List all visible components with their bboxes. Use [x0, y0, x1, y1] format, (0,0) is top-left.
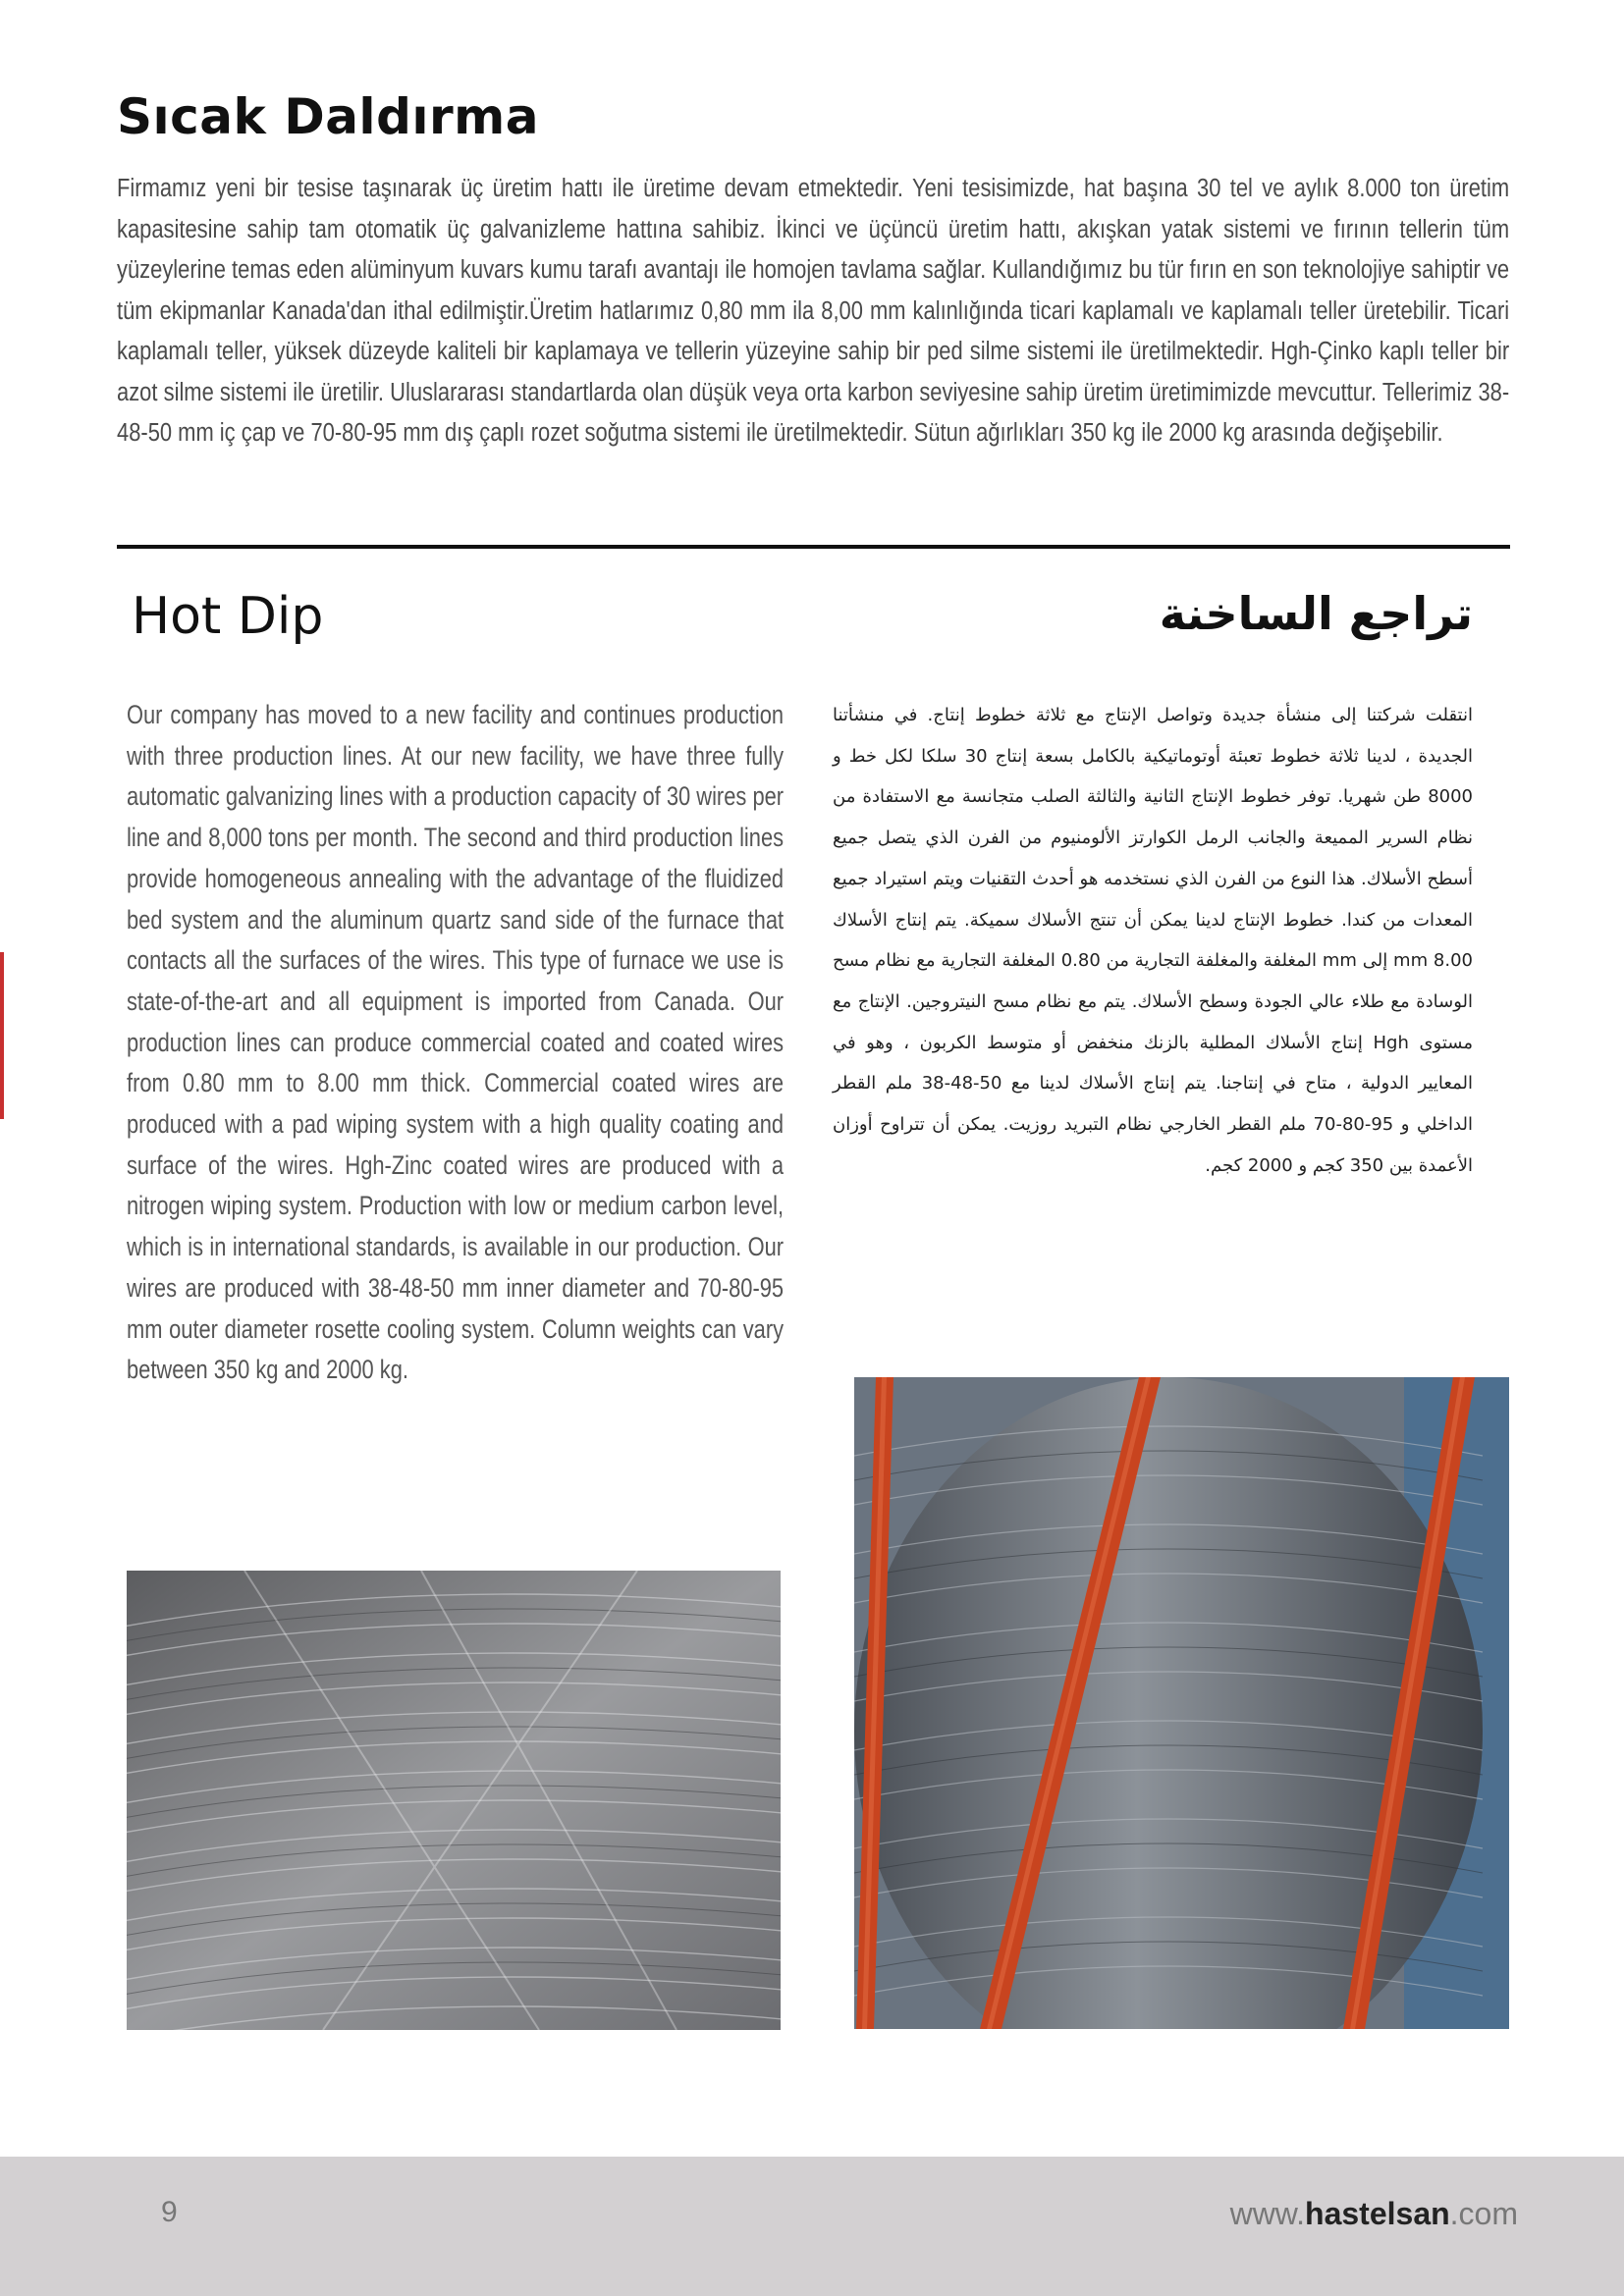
section-divider — [117, 545, 1510, 549]
page-number: 9 — [161, 2196, 178, 2228]
website-suffix: .com — [1449, 2196, 1518, 2231]
website-brand: hastelsan — [1305, 2196, 1450, 2231]
arabic-title: تراجع الساخنة — [1159, 587, 1473, 640]
arabic-body-text: انتقلت شركتنا إلى منشأة جديدة وتواصل الإنتاج مع ثلاثة خطوط إنتاج. في منشأتنا الجديدة ، لدينا ثلاثة خطوط تعبئة أوتوماتيكية بالكامل بسعة إنتاج 30 سلكا لكل خط و 8000 طن شهريا. توفر خطوط الإنتاج الثانية والثالثة الصلب متجانسة مع الاستفادة من نظام السرير المميعة والجانب الرمل الكوارتز الألومنيوم من الفرن الذي يتصل جميع أسطح الأسلاك. هذا النوع من الفرن الذي نستخدمه هو أحدث التقنيات ويتم استيراد جميع المعدات من كندا. خطوط الإنتاج لدينا يمكن أن تنتج الأسلاك سميكة. يتم إنتاج الأسلاك mm 8.00 إلى mm المغلفة والمغلفة التجارية من 0.80 المغلفة التجارية مع نظام مسح الوسادة مع طلاء عالي الجودة وسطح الأسلاك. يتم مع نظام مسح النيتروجين. الإنتاج مع مستوى Hgh إنتاج الأسلاك المطلية بالزنك منخفض أو متوسط الكربون ، وهو في المعايير الدولية ، متاح في إنتاجنا. يتم إنتاج الأسلاك لدينا مع 50-48-38 ملم القطر الداخلي و 95-80-70 ملم القطر الخارجي نظام التبريد روزيت. يمكن أن تتراوح أوزان الأعمدة بين 350 كجم و 2000 كجم. — [833, 705, 1473, 1176]
turkish-title: Sıcak Daldırma — [117, 88, 539, 145]
wire-closeup-photo — [127, 1571, 781, 2030]
english-title: Hot Dip — [132, 587, 324, 646]
turkish-body-text: Firmamız yeni bir tesise taşınarak üç üretim hattı ile üretime devam etmektedir. Yeni tesisimizde, hat başına 30 tel ve aylık 8.000 ton üretim kapasitesine sahip tam otomatik üç galvanizleme hattına sahibiz. İkinci ve üçüncü üretim hattı, akışkan yatak sistemi ve fırının tellerin tüm yüzeylerine temas eden alüminyum kuvars kumu tarafı avantajı ile homojen tavlama sağlar. Kullandığımız bu tür fırın en son teknolojiye sahiptir ve tüm ekipmanlar Kanada'dan ithal edilmiştir.Üretim hatlarımız 0,80 mm ila 8,00 mm kalınlığında ticari kaplamalı ve kaplamalı teller üretebilir. Ticari kaplamalı teller, yüksek düzeyde kaliteli bir kaplamaya ve tellerin yüzeyine sahip bir ped silme sistemi ile üretilmektedir. Hgh-Çinko kaplı teller bir azot silme sistemi ile üretilir. Uluslararası standartlarda olan düşük veya orta karbon seviyesine sahip üretim üretimimizde mevcuttur. Tellerimiz 38-48-50 mm iç çap ve 70-80-95 mm dış çaplı rozet soğutma sistemi ile üretilmektedir. Sütun ağırlıkları 350 kg ile 2000 kg arasında değişebilir. — [117, 175, 1510, 447]
wire-coil-photo — [854, 1377, 1509, 2029]
wire-coil-illustration — [854, 1377, 1509, 2029]
page-edge-mark — [0, 952, 4, 1119]
wire-closeup-illustration — [127, 1571, 781, 2030]
website-link[interactable] — [1230, 2196, 1518, 2232]
english-body-text: Our company has moved to a new facility and continues production with three production lines. At our new facility, we have three fully automatic galvanizing lines with a production capacity of 30 wires per line and 8,000 tons per month. The second and third production lines provide homogeneous annealing with the advantage of the fluidized bed system and the aluminum quartz sand side of the furnace that contacts all the surfaces of the wires. This type of furnace we use is state-of-the-art and all equipment is imported from Canada. Our production lines can produce commercial coated and coated wires from 0.80 mm to 8.00 mm thick. Commercial coated wires are produced with a pad wiping system with a high quality coating and surface of the wires. Hgh-Zinc coated wires are produced with a nitrogen wiping system. Production with low or medium carbon level, which is in international standards, is available in our production. Our wires are produced with 38-48-50 mm inner diameter and 70-80-95 mm outer diameter rosette cooling system. Column weights can vary between 350 kg and 2000 kg. — [127, 700, 785, 1385]
website-prefix: www. — [1229, 2196, 1306, 2231]
